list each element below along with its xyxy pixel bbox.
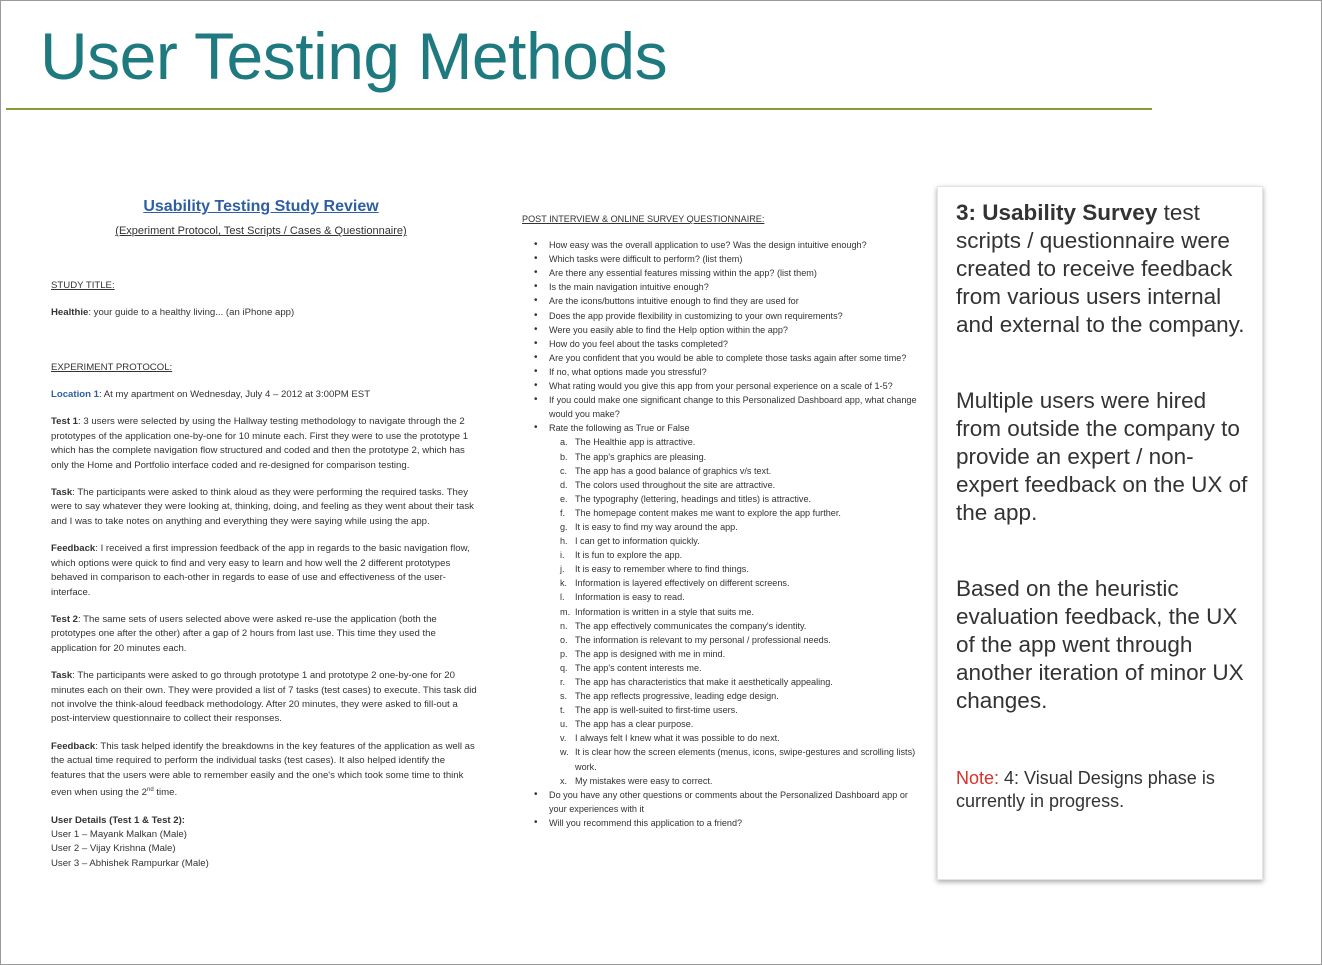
rate-item-text: It is easy to find my way around the app.	[575, 521, 738, 532]
rate-item-letter: v.	[560, 733, 567, 744]
rate-item	[522, 661, 917, 675]
rate-item-letter: x.	[560, 775, 568, 786]
rate-item-text: It is clear how the screen elements (menus, icons, swipe-gestures and scrolling lists) work.	[575, 747, 916, 772]
rate-item	[522, 464, 917, 478]
document-left-column	[51, 200, 481, 871]
question-item: • Is the main navigation intuitive enough?	[522, 280, 917, 294]
rate-item-letter: p.	[560, 648, 568, 659]
rate-item-letter: i.	[560, 550, 565, 561]
rate-item-text: The app is designed with me in mind.	[575, 648, 726, 659]
rate-item	[522, 675, 917, 689]
rate-item-text: Information is layered effectively on different screens.	[575, 578, 790, 589]
study-name: Healthie	[51, 307, 89, 319]
rate-list	[522, 435, 917, 787]
rate-item-text: The information is relevant to my personal / professional needs.	[575, 634, 831, 645]
rate-item-text: The app's graphics are pleasing.	[575, 451, 707, 462]
rate-item-letter: l.	[560, 592, 565, 603]
task2-label: Task	[51, 670, 73, 682]
task2-paragraph	[51, 669, 481, 727]
rate-item-text: The app has a good balance of graphics v/s text.	[575, 465, 772, 476]
question-item: • If no, what options made you stressful?	[522, 365, 917, 379]
rate-item	[522, 745, 917, 773]
task1-text: : The participants were asked to think aloud as they were performing the required tasks. They were to say whatever they were looking at, thinking, doing, and feeling as they went about their task and I was to take notes on anything and everything they were saying while using the app.	[51, 487, 474, 527]
test2-paragraph	[51, 613, 481, 656]
rate-item-letter: s.	[560, 691, 568, 702]
experiment-protocol-label: EXPERIMENT PROTOCOL:	[51, 361, 173, 373]
feedback1-label: Feedback	[51, 543, 96, 555]
feedback2-paragraph	[51, 740, 481, 801]
question-item: • Does the app provide flexibility in customizing to your own requirements?	[522, 309, 917, 323]
document-title: Usability Testing Study Review	[143, 198, 379, 215]
rate-item-text: The app has characteristics that make it aesthetically appealing.	[575, 677, 833, 687]
question-item: • Will you recommend this application to a friend?	[522, 816, 917, 830]
feedback1-paragraph	[51, 542, 481, 600]
rate-item	[522, 520, 917, 534]
task1-paragraph	[51, 486, 481, 529]
study-title-text	[51, 306, 481, 320]
question-item: • Are you confident that you would be able to complete those tasks again after some time?	[522, 351, 917, 365]
question-item: • Are the icons/buttons intuitive enough to find they are used for	[522, 294, 917, 308]
study-title-label: STUDY TITLE:	[51, 279, 115, 291]
question-item: • What rating would you give this app from your personal experience on a scale of 1-5?	[522, 379, 917, 393]
rate-item	[522, 731, 917, 745]
question-item: • If you could make one significant change to this Personalized Dashboard app, what change would you make?	[522, 393, 917, 421]
task2-text: : The participants were asked to go through prototype 1 and prototype 2 one-by-one for 20 minutes each on their own. They were provided a list of 7 tasks (test cases) to execute. This task did not involve the think-aloud feedback methodology. After 20 minutes, they were asked to fill-out a post-interview questionnaire to collect their responses.	[51, 670, 477, 725]
question-item: • Which tasks were difficult to perform? (list them)	[522, 252, 917, 266]
rate-item-letter: w.	[560, 747, 569, 758]
rate-item-text: The app's content interests me.	[575, 662, 702, 673]
test2-label: Test 2	[51, 613, 79, 625]
test1-label: Test 1	[51, 416, 79, 428]
rate-item-text: The colors used throughout the site are attractive.	[575, 479, 776, 490]
rate-item-letter: t.	[560, 705, 566, 716]
rate-item	[522, 590, 917, 604]
study-desc: : your guide to a healthy living... (an iPhone app)	[88, 307, 295, 319]
rate-item	[522, 633, 917, 647]
feedback2-label: Feedback	[51, 740, 96, 752]
location-paragraph	[51, 388, 481, 402]
users-paragraph: Multiple users were hired from outside the company to provide an expert / non-expert feedback on the UX of the app.	[956, 388, 1248, 525]
test1-text: : 3 users were selected by using the Hallway testing methodology to navigate through the 2 prototypes of the application one-by-one for 10 minute each. First they were to use the prototype 1 which has the complete navigation flow structured and coded and then the prototype 2, which has only the Home and Portfolio interface coded and re-designed for comparison testing.	[51, 416, 469, 471]
note-label: Note:	[956, 768, 1000, 788]
rate-item	[522, 478, 917, 492]
rate-item-letter: u.	[560, 719, 568, 730]
question-item: • Were you easily able to find the Help option within the app?	[522, 323, 917, 337]
rate-item-letter: b.	[560, 451, 568, 462]
task1-label: Task	[51, 487, 73, 499]
rate-item-letter: n.	[560, 620, 568, 631]
feedback2-sup: nd	[147, 786, 154, 793]
rate-item-letter: g.	[560, 521, 568, 532]
question-item: • Rate the following as True or False	[522, 421, 917, 435]
rate-item-letter: k.	[560, 578, 568, 589]
feedback1-text: : I received a first impression feedback of the app in regards to the basic navigation flow, which options were quick to find and very easy to learn and how well the 2 different prototypes behaved in comparison to each-other in regards to ease of use and effectiveness of the user-interface.	[51, 543, 470, 598]
rate-item	[522, 647, 917, 661]
rate-item-text: It is easy to remember where to find things.	[575, 564, 749, 575]
survey-paragraph	[956, 199, 1256, 339]
rate-item-letter: r.	[560, 677, 566, 687]
rate-item-letter: c.	[560, 465, 568, 476]
document-right-column	[522, 212, 917, 830]
rate-item-text: The Healthie app is attractive.	[575, 437, 696, 448]
rate-item-text: The app reflects progressive, leading edge design.	[575, 691, 779, 702]
rate-item-text: The homepage content makes me want to explore the app further.	[575, 507, 841, 518]
rate-item	[522, 605, 917, 619]
rate-item-text: The typography (lettering, headings and titles) is attractive.	[575, 493, 812, 504]
rate-item	[522, 689, 917, 703]
rate-item	[522, 548, 917, 562]
rate-item-text: My mistakes were easy to correct.	[575, 775, 713, 786]
rate-item-letter: h.	[560, 536, 568, 547]
rate-item	[522, 450, 917, 464]
rate-item	[522, 562, 917, 576]
questionnaire-label: POST INTERVIEW & ONLINE SURVEY QUESTIONNAIRE:	[522, 214, 765, 224]
rate-item-text: I always felt I knew what it was possible to do next.	[575, 733, 780, 744]
rate-item-text: It is fun to explore the app.	[575, 550, 683, 561]
user-details-label: User Details (Test 1 & Test 2):	[51, 814, 185, 826]
survey-text: test scripts / questionnaire were created to receive feedback from various users internal and external to the company.	[956, 200, 1245, 337]
survey-heading: 3: Usability Survey	[956, 200, 1158, 225]
summary-card-text	[956, 199, 1256, 813]
final-question-list	[522, 788, 917, 830]
rate-item-letter: f.	[560, 507, 566, 518]
rate-item-text: Information is written in a style that suits me.	[575, 606, 754, 617]
note-text: 4: Visual Designs phase is currently in progress.	[956, 768, 1215, 811]
rate-item	[522, 619, 917, 633]
question-item: • Are there any essential features missing within the app? (list them)	[522, 266, 917, 280]
question-item: • How do you feel about the tasks completed?	[522, 337, 917, 351]
test1-paragraph	[51, 415, 481, 473]
feedback2-text: : This task helped identify the breakdowns in the key features of the application as well as the actual time required to perform the individual tasks (test cases). It also helped identify the features that the users were able to remember easily and the one's which took some time to think even when using the 2	[51, 740, 475, 799]
rate-item-text: I can get to information quickly.	[575, 536, 700, 547]
rate-item	[522, 717, 917, 731]
rate-item-letter: j.	[560, 564, 565, 575]
user-2: User 2 – Vijay Krishna (Male)	[51, 843, 176, 855]
rate-item-letter: a.	[560, 437, 568, 448]
question-item: • How easy was the overall application to use? Was the design intuitive enough?	[522, 238, 917, 252]
rate-item-text: The app effectively communicates the company's identity.	[575, 620, 807, 631]
rate-item-letter: o.	[560, 634, 568, 645]
rate-item-letter: d.	[560, 479, 568, 490]
rate-item	[522, 774, 917, 788]
question-list	[522, 238, 917, 435]
summary-card	[937, 186, 1263, 880]
document-subtitle: (Experiment Protocol, Test Scripts / Cases & Questionnaire)	[115, 225, 407, 238]
rate-item-letter: e.	[560, 493, 568, 504]
note-paragraph	[956, 767, 1256, 813]
user-1: User 1 – Mayank Malkan (Male)	[51, 828, 187, 840]
rate-item-text: The app is well-suited to first-time users.	[575, 705, 738, 716]
rate-item-text: The app has a clear purpose.	[575, 719, 694, 730]
rate-item	[522, 506, 917, 520]
slide-title: User Testing Methods	[40, 19, 668, 93]
rate-item	[522, 703, 917, 717]
feedback2-end: time.	[153, 787, 178, 799]
test2-text: : The same sets of users selected above were asked re-use the application (both the prototypes one after the other) after a gap of 2 hours from last use. This time they used the application for 20 minutes each.	[51, 613, 437, 654]
user-3: User 3 – Abhishek Rampurkar (Male)	[51, 857, 209, 869]
rate-item	[522, 534, 917, 548]
rate-item-text: Information is easy to read.	[575, 592, 685, 603]
rate-item-letter: q.	[560, 662, 568, 673]
title-divider	[6, 108, 1152, 110]
rate-item	[522, 435, 917, 449]
heuristic-paragraph: Based on the heuristic evaluation feedback, the UX of the app went through another iteration of minor UX changes.	[956, 576, 1244, 713]
rate-item	[522, 576, 917, 590]
rate-item-letter: m.	[560, 606, 571, 617]
location-label: Location 1	[51, 389, 99, 401]
rate-item	[522, 492, 917, 506]
location-text: : At my apartment on Wednesday, July 4 – 2012 at 3:00PM EST	[98, 389, 371, 401]
question-item: • Do you have any other questions or comments about the Personalized Dashboard app or your experiences with it	[522, 788, 917, 816]
